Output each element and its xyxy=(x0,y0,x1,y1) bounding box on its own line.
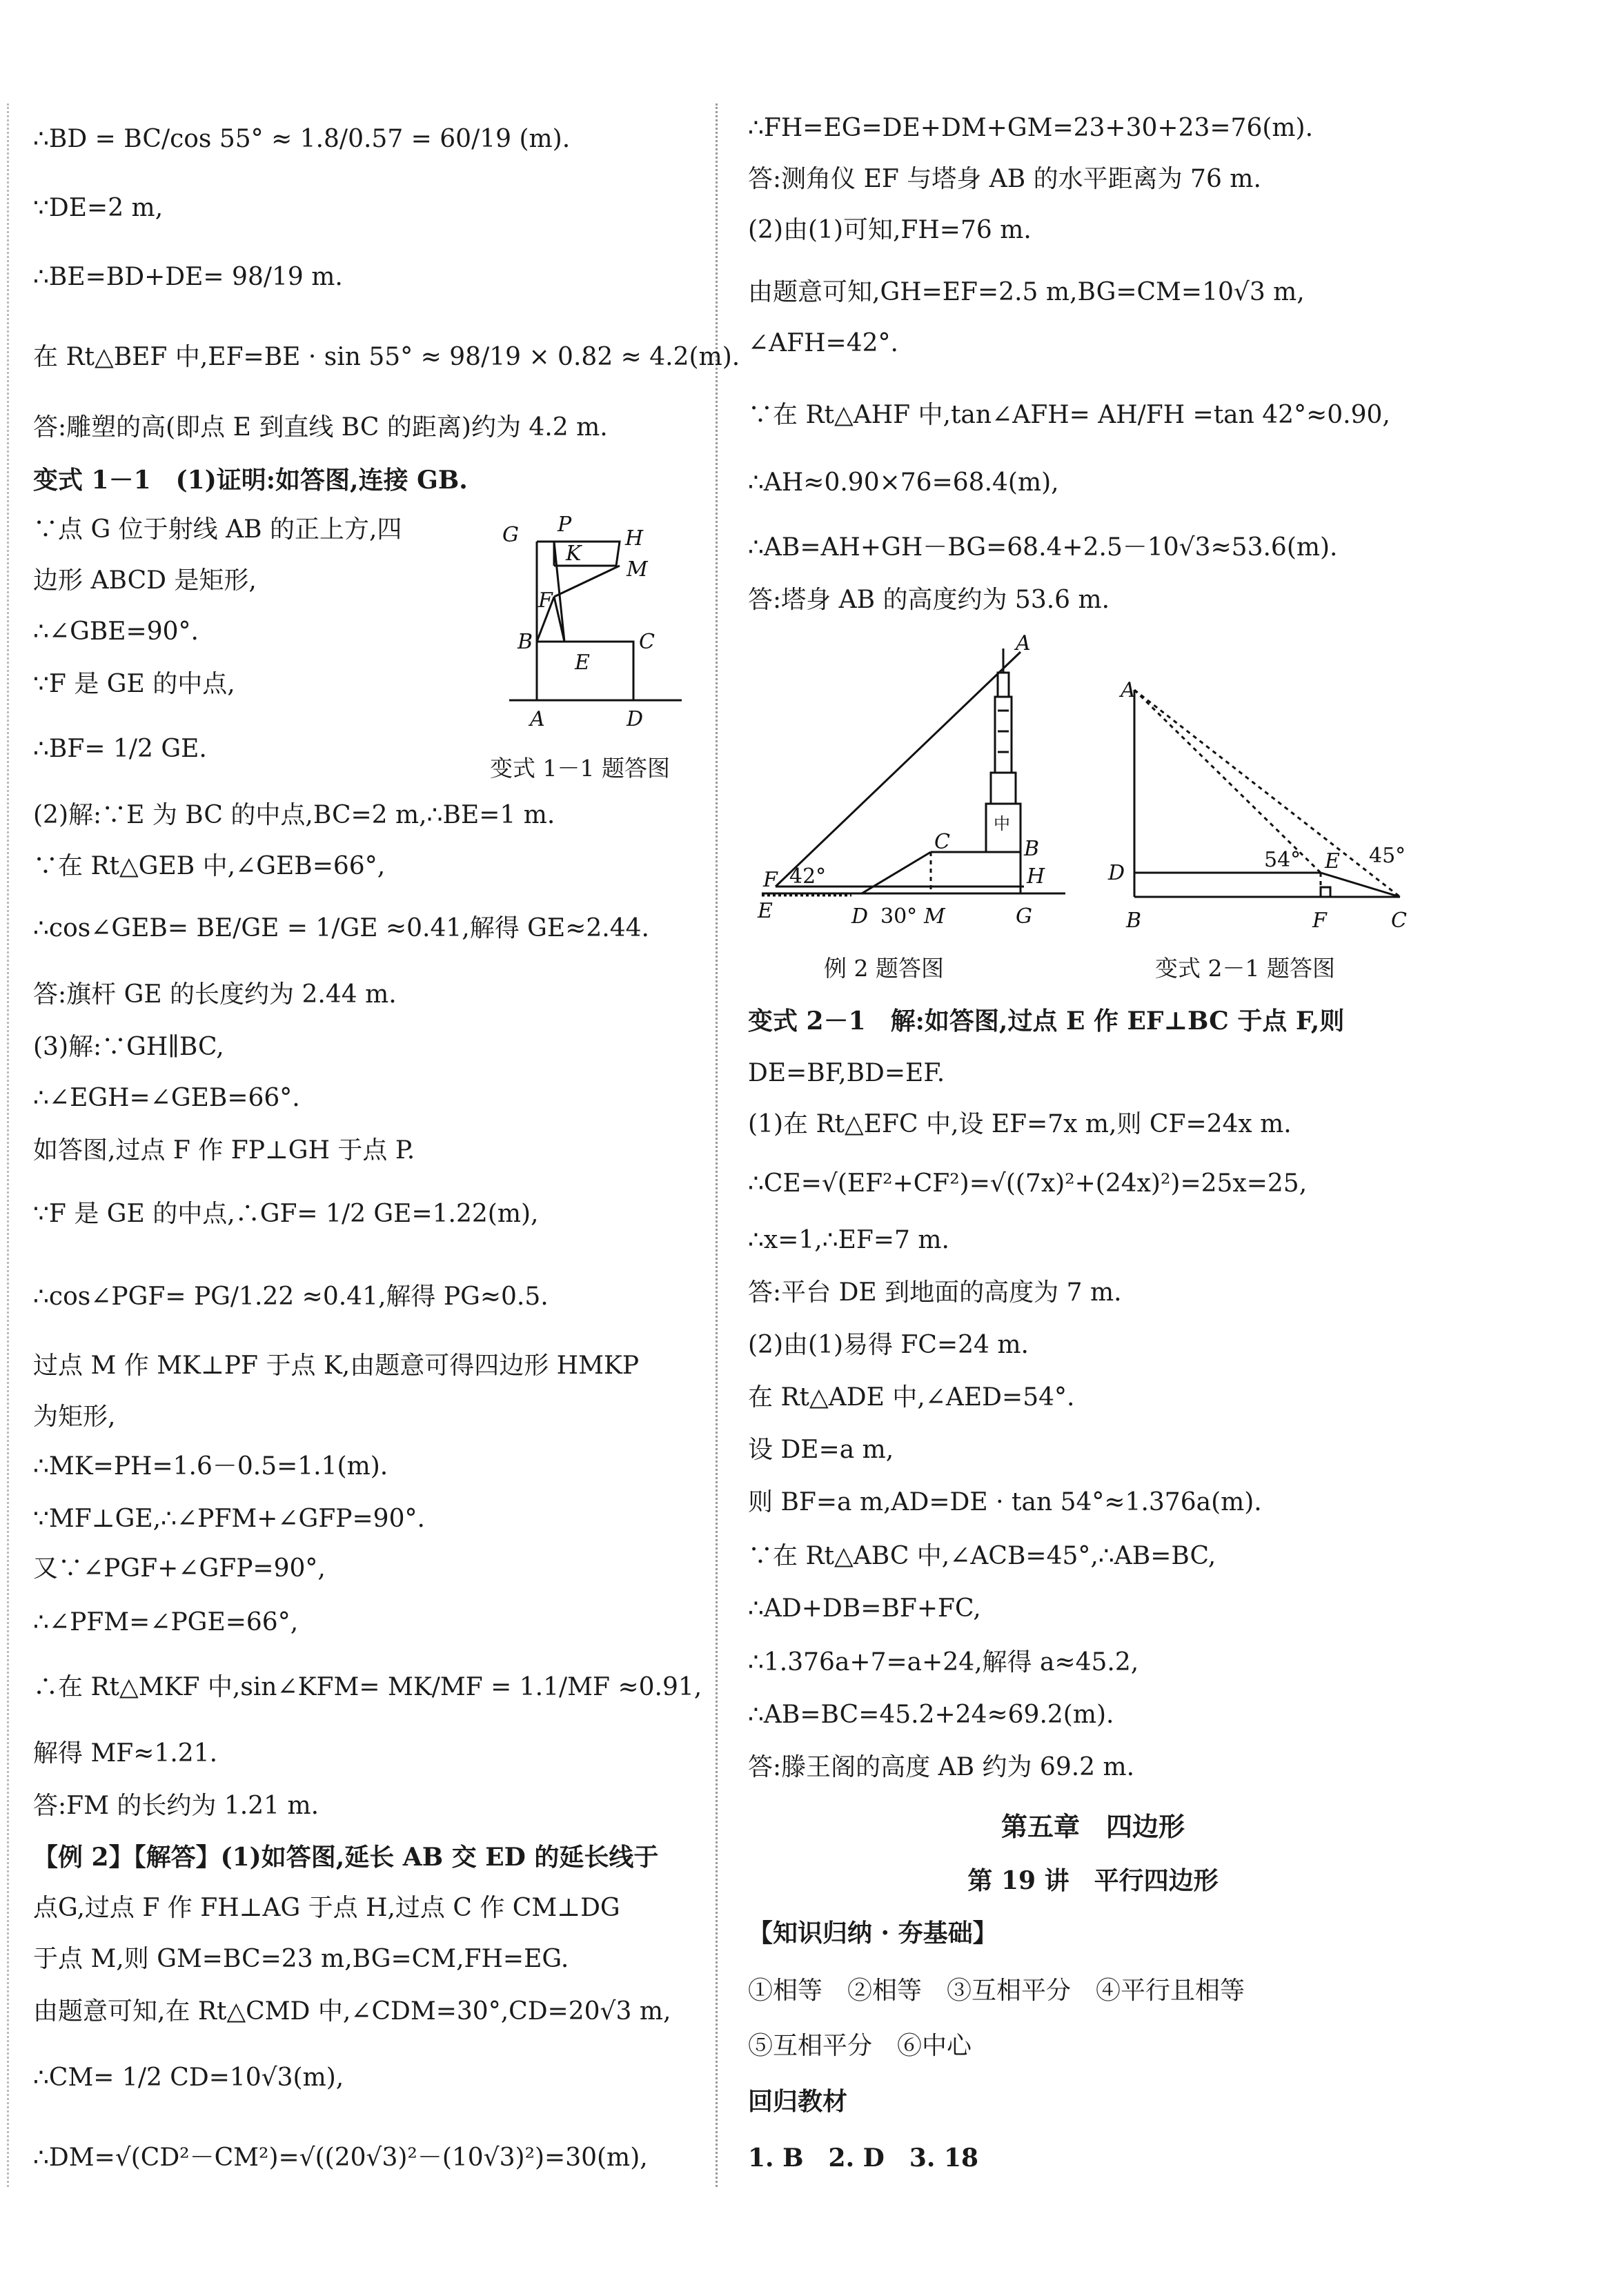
figure-b2-1 xyxy=(1093,662,1417,938)
label-A: A xyxy=(530,707,545,731)
textbook-header: 回归教材 xyxy=(748,2087,848,2116)
text-line: ∴MK=PH=1.6－0.5=1.1(m). xyxy=(33,1452,388,1481)
text-line: (2)解:∵E 为 BC 的中点,BC=2 m,∴BE=1 m. xyxy=(33,801,555,829)
left-margin-rule xyxy=(7,103,9,2187)
text-line: ∴x=1,∴EF=7 m. xyxy=(748,1226,949,1254)
label-D: D xyxy=(851,904,869,929)
text-line: ∴∠GBE=90°. xyxy=(33,617,199,646)
text-line: ∴BE=BD+DE= 98/19 m. xyxy=(33,263,343,291)
label-B: B xyxy=(1126,909,1142,933)
text-line: 过点 M 作 MK⊥PF 于点 K,由题意可得四边形 HMKP xyxy=(33,1352,640,1380)
text-line: ∵DE=2 m, xyxy=(33,194,164,222)
label-A: A xyxy=(1121,678,1136,702)
label-D: D xyxy=(1108,861,1125,885)
text-line: (3)解:∵GH∥BC, xyxy=(33,1033,224,1061)
caption-b2-1: 变式 2－1 题答图 xyxy=(1155,955,1335,982)
label-K: K xyxy=(566,542,582,566)
text-line: DE=BF,BD=EF. xyxy=(748,1059,945,1087)
text-line: ∴AB=BC=45.2+24≈69.2(m). xyxy=(748,1701,1114,1729)
text-line: ∴AB=AH+GH－BG=68.4+2.5－10√3≈53.6(m). xyxy=(748,533,1338,562)
label-C: C xyxy=(1391,909,1407,933)
text-line: 在 Rt△ADE 中,∠AED=54°. xyxy=(748,1383,1075,1412)
label-E: E xyxy=(575,651,590,675)
text-line: ∴1.376a+7=a+24,解得 a≈45.2, xyxy=(748,1648,1139,1676)
text-line: 在 Rt△BEF 中,EF=BE · sin 55° ≈ 98/19 × 0.82 ≈ 4.2(m). xyxy=(33,343,740,371)
text-line: 边形 ABCD 是矩形, xyxy=(33,566,257,595)
label-C: C xyxy=(639,630,655,654)
figure-b1-1 xyxy=(489,511,696,738)
text-line: ∵F 是 GE 的中点,∴GF= 1/2 GE=1.22(m), xyxy=(33,1200,539,1228)
label-C: C xyxy=(934,830,950,854)
text-line: (2)由(1)可知,FH=76 m. xyxy=(748,216,1032,244)
text-line: 设 DE=a m, xyxy=(748,1436,894,1464)
label-G: G xyxy=(502,523,519,547)
label-B: B xyxy=(517,630,533,654)
text-line: ∴∠EGH=∠GEB=66°. xyxy=(33,1084,300,1112)
label-A: A xyxy=(1016,635,1031,655)
lecture-title: 第 19 讲 平行四边形 xyxy=(967,1866,1219,1895)
text-line: 答:塔身 AB 的高度约为 53.6 m. xyxy=(748,586,1110,614)
answers-line: 1. B 2. D 3. 18 xyxy=(748,2144,979,2173)
knowledge-line: ①相等 ②相等 ③互相平分 ④平行且相等 xyxy=(748,1977,1245,2005)
text-line: 由题意可知,GH=EF=2.5 m,BG=CM=10√3 m, xyxy=(748,278,1305,306)
text-line: ∵点 G 位于射线 AB 的正上方,四 xyxy=(33,515,402,544)
figure-ex2 xyxy=(748,635,1072,938)
label-E: E xyxy=(1325,849,1340,873)
text-line: 于点 M,则 GM=BC=23 m,BG=CM,FH=EG. xyxy=(33,1945,569,1973)
text-line: 答:旗杆 GE 的长度约为 2.44 m. xyxy=(33,980,397,1009)
column-divider xyxy=(716,103,718,2187)
label-angle-42: 42° xyxy=(789,864,827,889)
label-M: M xyxy=(924,904,945,929)
text-line: 则 BF=a m,AD=DE · tan 54°≈1.376a(m). xyxy=(748,1488,1262,1516)
text-line: ∵F 是 GE 的中点, xyxy=(33,670,235,698)
text-line: ∴CM= 1/2 CD=10√3(m), xyxy=(33,2064,344,2092)
label-F: F xyxy=(538,588,553,613)
text-line: 由题意可知,在 Rt△CMD 中,∠CDM=30°,CD=20√3 m, xyxy=(33,1997,671,2026)
text-line: ∴BF= 1/2 GE. xyxy=(33,735,207,763)
label-angle-54: 54° xyxy=(1264,848,1301,872)
label-F: F xyxy=(1312,909,1327,933)
text-line: ∵MF⊥GE,∴∠PFM+∠GFP=90°. xyxy=(33,1505,425,1533)
text-line: (1)在 Rt△EFC 中,设 EF=7x m,则 CF=24x m. xyxy=(748,1110,1292,1138)
caption-ex2: 例 2 题答图 xyxy=(824,955,944,982)
text-line: ∴cos∠PGF= PG/1.22 ≈0.41,解得 PG≈0.5. xyxy=(33,1283,549,1311)
text-line: 为矩形, xyxy=(33,1403,116,1431)
knowledge-header: 【知识归纳 · 夯基础】 xyxy=(748,1919,998,1948)
label-B: B xyxy=(1024,837,1040,861)
text-line: 答:滕王阁的高度 AB 约为 69.2 m. xyxy=(748,1753,1135,1781)
text-line: ∴在 Rt△MKF 中,sin∠KFM= MK/MF = 1.1/MF ≈0.91, xyxy=(33,1673,702,1701)
text-line: 答:平台 DE 到地面的高度为 7 m. xyxy=(748,1278,1122,1307)
label-E: E xyxy=(758,899,773,923)
text-line: ∴∠PFM=∠PGE=66°, xyxy=(33,1608,299,1636)
text-line: ∴AD+DB=BF+FC, xyxy=(748,1594,981,1623)
label-D: D xyxy=(627,707,644,731)
text-line: ∴AH≈0.90×76=68.4(m), xyxy=(748,468,1059,497)
label-F: F xyxy=(763,868,778,892)
text-line: 答:FM 的长约为 1.21 m. xyxy=(33,1792,319,1820)
text-line: ∴BD = BC/cos 55° ≈ 1.8/0.57 = 60/19 (m). xyxy=(33,125,571,153)
text-line: ∴DM=√(CD²－CM²)=√((20√3)²－(10√3)²)=30(m), xyxy=(33,2144,648,2172)
label-M: M xyxy=(627,557,648,582)
text-line: ∴CE=√(EF²+CF²)=√((7x)²+(24x)²)=25x=25, xyxy=(748,1169,1308,1198)
text-line: 变式 2－1 解:如答图,过点 E 作 EF⊥BC 于点 F,则 xyxy=(748,1007,1345,1036)
label-angle-30: 30° xyxy=(880,904,918,929)
label-H: H xyxy=(1027,864,1045,889)
text-line: 答:测角仪 EF 与塔身 AB 的水平距离为 76 m. xyxy=(748,165,1261,193)
text-line: ∴cos∠GEB= BE/GE = 1/GE ≈0.41,解得 GE≈2.44. xyxy=(33,914,649,942)
text-line: ∴FH=EG=DE+DM+GM=23+30+23=76(m). xyxy=(748,114,1314,142)
text-line: ∵在 Rt△GEB 中,∠GEB=66°, xyxy=(33,852,386,880)
text-line: ∵在 Rt△AHF 中,tan∠AFH= AH/FH =tan 42°≈0.90, xyxy=(748,401,1390,429)
text-line: ∠AFH=42°. xyxy=(748,329,898,357)
knowledge-line: ⑤互相平分 ⑥中心 xyxy=(748,2032,972,2060)
tower-sign-text: 中 xyxy=(994,814,1010,833)
text-line: 变式 1－1 (1)证明:如答图,连接 GB. xyxy=(33,466,468,495)
text-line: ∵在 Rt△ABC 中,∠ACB=45°,∴AB=BC, xyxy=(748,1542,1216,1570)
label-P: P xyxy=(558,513,572,537)
text-line: 又∵∠PGF+∠GFP=90°, xyxy=(33,1554,326,1583)
chapter-title: 第五章 四边形 xyxy=(1000,1811,1185,1842)
label-G: G xyxy=(1016,904,1032,929)
text-line: 【例 2】【解答】(1)如答图,延长 AB 交 ED 的延长线于 xyxy=(33,1843,659,1872)
caption-b1-1: 变式 1－1 题答图 xyxy=(490,755,670,782)
text-line: (2)由(1)易得 FC=24 m. xyxy=(748,1331,1029,1359)
text-line: 答:雕塑的高(即点 E 到直线 BC 的距离)约为 4.2 m. xyxy=(33,413,608,442)
label-angle-45: 45° xyxy=(1369,844,1406,868)
text-line: 如答图,过点 F 作 FP⊥GH 于点 P. xyxy=(33,1136,415,1165)
text-line: 解得 MF≈1.21. xyxy=(33,1739,218,1768)
text-line: 点G,过点 F 作 FH⊥AG 于点 H,过点 C 作 CM⊥DG xyxy=(33,1894,620,1922)
label-H: H xyxy=(625,526,644,551)
